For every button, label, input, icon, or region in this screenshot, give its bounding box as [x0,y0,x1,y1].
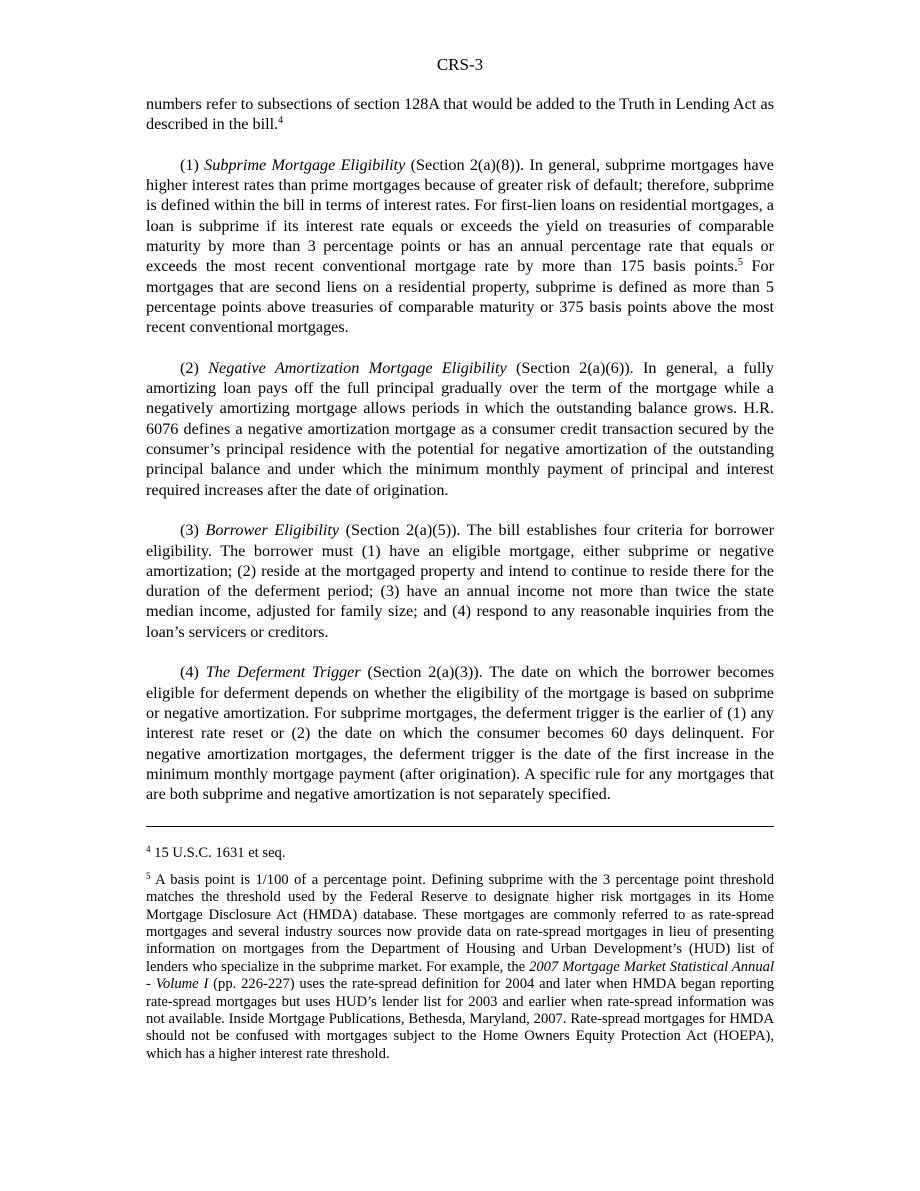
p4-title: The Deferment Trigger [205,663,361,682]
paragraph-deferment-trigger [146,662,774,804]
p1-number: (1) [180,155,205,174]
footnote-5-text-1: A basis point is 1/100 of a percentage point. Defining subprime with the 3 percentage point threshold matches the threshold used by the Federal Reserve to designate higher risk mortgages in its Home Mortgage Disclosure Act (HMDA) database. These mortgages are commonly referred to as rate-spread mortgages and several industry sources now provide data on rate-spread mortgages in lieu of presenting information on mortgages from the Department of Housing and Urban Development’s (HUD) list of lenders who specialize in the subprime market. For example, the [146,871,774,975]
footnote-4 [146,845,774,862]
intro-paragraph [146,94,774,135]
p1-title: Subprime Mortgage Eligibility [204,155,406,174]
p4-number: (4) [180,663,206,682]
footnote-5 [146,872,774,1063]
document-page [146,52,774,1072]
footnote-ref-5: 5 [737,257,743,269]
p4-text: (Section 2(a)(3)). The date on which the borrower becomes eligible for deferment depends on whether the eligibility of the mortgage is based on subprime or negative amortization. For subprime mortgages, the deferment trigger is the earlier of (1) any interest rate reset or (2) the date on which the consumer becomes 60 days delinquent. For negative amortization mortgages, the deferment trigger is the date of the first increase in the minimum monthly mortgage payment (after origination). A specific rule for any mortgages that are both subprime and negative amortization is not separately specified. [146,663,774,804]
intro-text: numbers refer to subsections of section 128A that would be added to the Truth in Lending Act as described in the bill. [146,95,774,134]
p2-number: (2) [180,358,209,377]
p1-text-1: (Section 2(a)(8)). In general, subprime mortgages have higher interest rates than prime mortgages because of greater risk of default; therefore, subprime is defined within the bill in terms of interest rates. For first-lien loans on residential mortgages, a loan is subprime if its interest rate equals or exceeds the yield on treasuries of comparable maturity by more than 3 percentage points or has an annual percentage rate that equals or exceeds the most recent conventional mortgage rate by more than 175 basis points. [146,155,774,276]
footnote-4-marker: 4 [146,844,151,855]
p3-text: (Section 2(a)(5)). The bill establishes four criteria for borrower eligibility. The borrower must (1) have an eligible mortgage, either subprime or negative amortization; (2) reside at the mortgaged property and intend to continue to reside there for the duration of the deferment period; (3) have an annual income not more than twice the state median income, adjusted for family size; and (4) respond to any reasonable inquiries from the loan’s servicers or creditors. [146,521,774,641]
page-header: CRS-3 [436,55,484,74]
paragraph-subprime-eligibility [146,155,774,338]
p3-title: Borrower Eligibility [205,521,340,540]
footnote-4-text: 15 U.S.C. 1631 et seq. [150,845,286,862]
footnote-5-marker: 5 [146,870,151,881]
p2-text: (Section 2(a)(6)). In general, a fully amortizing loan pays off the full principal gradually over the term of the mortgage while a negatively amortizing mortgage allows periods in which the outstanding balance grows. H.R. 6076 defines a negative amortization mortgage as a consumer credit transaction secured by the consumer’s principal residence with the potential for negative amortization of the outstanding principal balance and under which the minimum monthly payment of principal and interest required increases after the date of origination. [146,358,774,499]
footnote-5-publication-title: 2007 Mortgage Market Statistical Annual - Volume I [146,958,774,993]
footnote-ref-4: 4 [278,115,284,127]
paragraph-borrower-eligibility [146,520,774,642]
footnote-divider [146,826,774,827]
p3-number: (3) [180,521,206,540]
p2-title: Negative Amortization Mortgage Eligibility [208,358,507,377]
paragraph-negative-amortization [146,358,774,500]
p1-text-2: For mortgages that are second liens on a residential property, subprime is defined as more than 5 percentage points above treasuries of comparable maturity or 375 basis points above the most recent conventional mortgages. [146,257,774,337]
footnote-5-text-2: (pp. 226-227) uses the rate-spread definition for 2004 and later when HMDA began reporting rate-spread mortgages but uses HUD’s lender list for 2003 and earlier when rate-spread information was not available. Inside Mortgage Publications, Bethesda, Maryland, 2007. Rate-spread mortgages for HMDA should not be confused with mortgages subject to the Home Owners Equity Protection Act (HOEPA), which has a higher interest rate threshold. [146,976,774,1062]
